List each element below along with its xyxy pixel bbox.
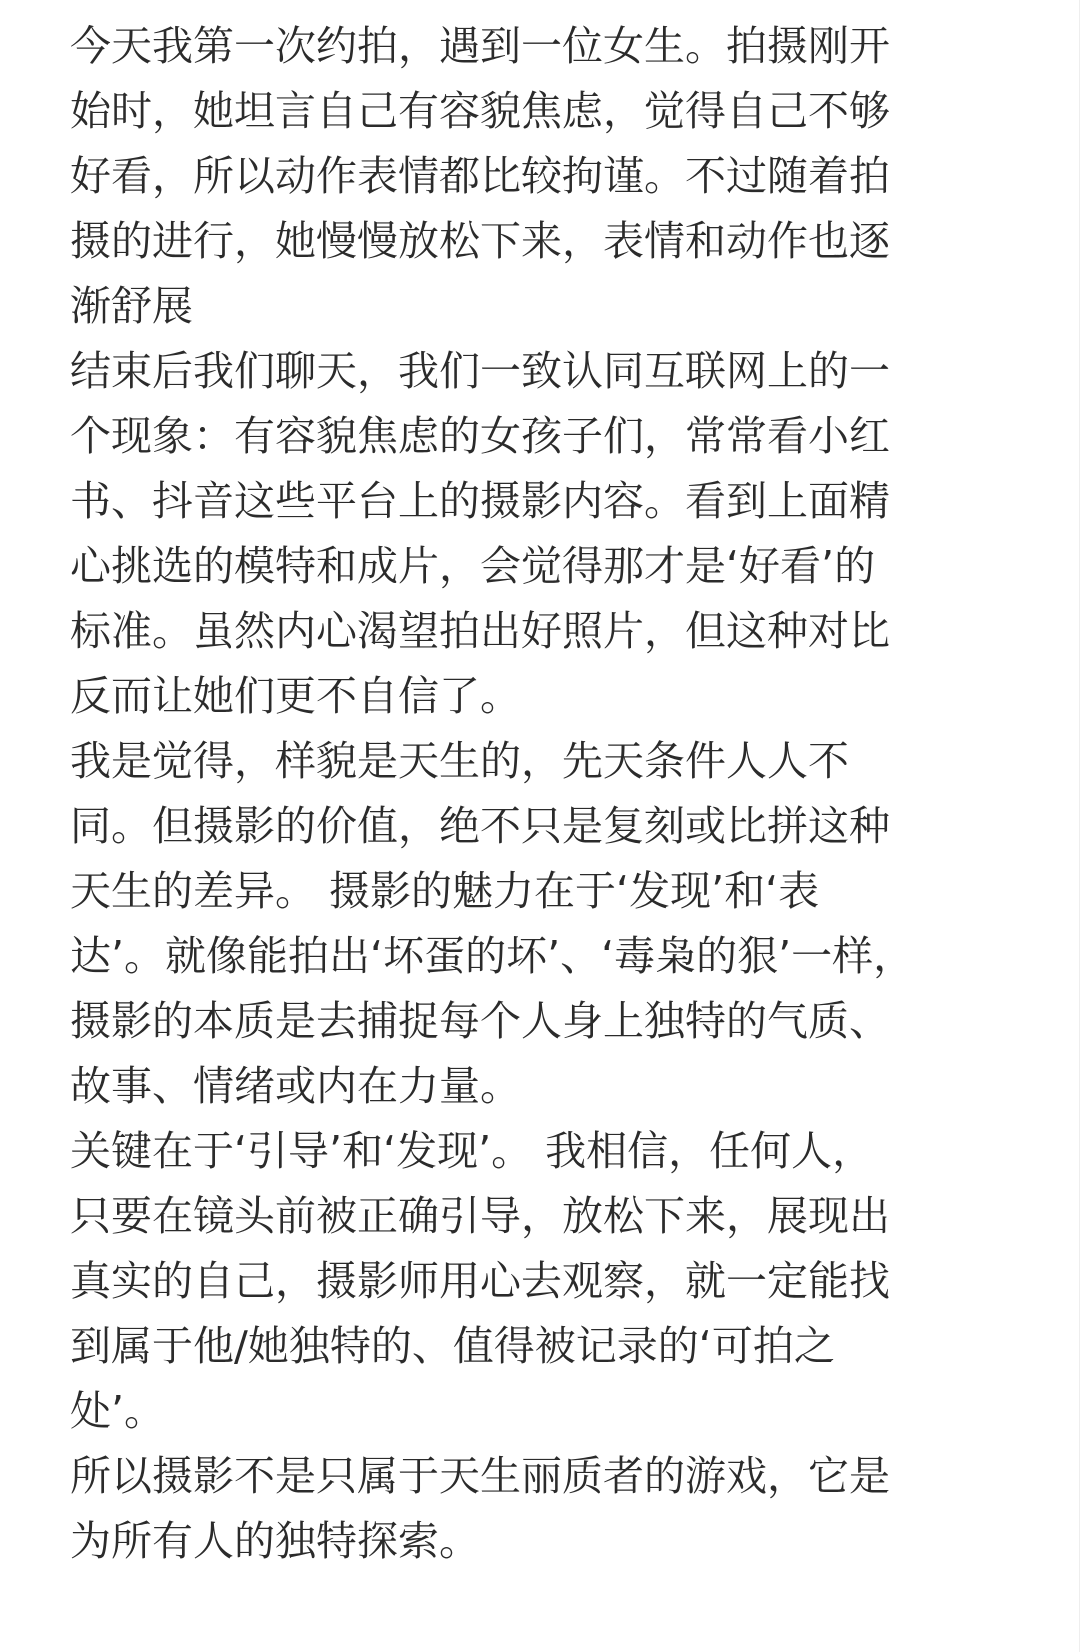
text-line: 今天我第一次约拍，遇到一位女生。拍摄刚开	[70, 22, 890, 70]
text-line: 处’。	[70, 1387, 166, 1435]
text-line: 书、抖音这些平台上的摄影内容。看到上面精	[70, 477, 890, 525]
text-line: 个现象：有容貌焦虑的女孩子们，常常看小红	[70, 412, 890, 460]
text-line: 天生的差异。 摄影的魅力在于‘发现’和‘表	[70, 867, 820, 915]
text-line: 所以摄影不是只属于天生丽质者的游戏，它是	[70, 1452, 890, 1500]
text-line: 关键在于‘引导’和‘发现’。 我相信，任何人，	[70, 1127, 874, 1175]
text-line: 到属于他/她独特的、值得被记录的‘可拍之	[70, 1322, 835, 1370]
text-line: 只要在镜头前被正确引导，放松下来，展现出	[70, 1192, 890, 1240]
text-line: 摄影的本质是去捕捉每个人身上独特的气质、	[70, 997, 890, 1045]
text-line: 反而让她们更不自信了。	[70, 672, 521, 720]
text-line: 好看，所以动作表情都比较拘谨。不过随着拍	[70, 152, 890, 200]
text-line: 渐舒展	[70, 282, 193, 330]
text-line: 标准。虽然内心渴望拍出好照片，但这种对比	[70, 607, 890, 655]
text-line: 真实的自己，摄影师用心去观察，就一定能找	[70, 1257, 890, 1305]
text-line: 同。但摄影的价值，绝不只是复刻或比拼这种	[70, 802, 890, 850]
text-line: 心挑选的模特和成片，会觉得那才是‘好看’的	[70, 542, 876, 590]
text-line: 始时，她坦言自己有容貌焦虑，觉得自己不够	[70, 87, 890, 135]
text-line: 结束后我们聊天，我们一致认同互联网上的一	[70, 347, 890, 395]
text-line: 摄的进行，她慢慢放松下来，表情和动作也逐	[70, 217, 890, 265]
text-line: 达’。就像能拍出‘坏蛋的坏’、‘毒枭的狠’一样，	[70, 932, 915, 980]
text-line: 我是觉得，样貌是天生的，先天条件人人不	[70, 737, 849, 785]
text-line: 为所有人的独特探索。	[70, 1517, 480, 1565]
text-line: 故事、情绪或内在力量。	[70, 1062, 521, 1110]
